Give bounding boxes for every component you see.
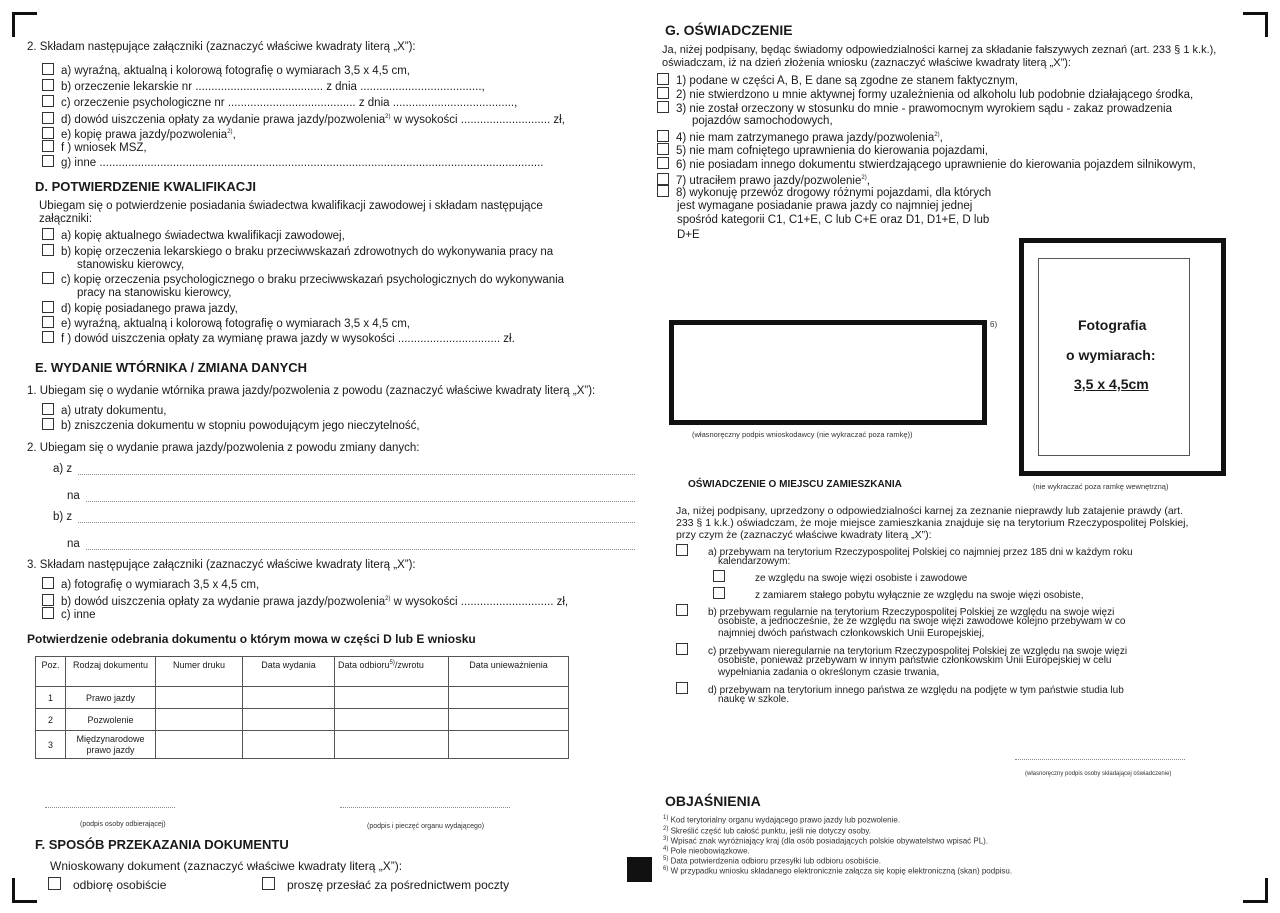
table-cell[interactable] <box>243 687 335 709</box>
residence-option-b[interactable]: b) przebywam regularnie na terytorium Rzeczypospolitej Polskiej ze względu na swoje więzi <box>676 604 1114 619</box>
receiver-signature-line[interactable] <box>45 806 175 808</box>
change-a-label: a) z <box>53 463 73 475</box>
checkbox[interactable] <box>42 112 54 124</box>
section-e-title: E. WYDANIE WTÓRNIKA / ZMIANA DANYCH <box>35 360 308 375</box>
checkbox[interactable] <box>676 544 688 556</box>
checkbox[interactable] <box>676 604 688 616</box>
change-b-to-field[interactable] <box>86 548 635 550</box>
checkbox[interactable] <box>657 73 669 85</box>
item-continuation: osobiste, ponieważ przebywam w innym państwie członkowskim Unii Europejskiej w celu <box>718 655 1112 666</box>
checkbox-item[interactable]: b) kopię orzeczenia lekarskiego o braku przeciwwskazań zdrowotnych do wykonywania pracy na <box>42 244 553 259</box>
residence-signature-label: (własnoręczny podpis osoby składającej oświadczenie) <box>1025 771 1172 777</box>
residence-suboption[interactable]: z zamiarem stałego pobytu wyłącznie ze względu na swoje więzi osobiste, <box>713 587 1084 602</box>
change-a-from-field[interactable] <box>78 473 635 475</box>
checkbox[interactable] <box>42 140 54 152</box>
section-f-intro: Wnioskowany dokument (zaznaczyć właściwe kwadraty literą „X”): <box>50 859 403 873</box>
checkbox-item[interactable]: g) inne ........................................................................................................................................... <box>42 155 543 170</box>
residence-signature-line[interactable] <box>1015 758 1185 760</box>
table-cell[interactable] <box>335 731 449 759</box>
section-c2-title: 2. Składam następujące załączniki (zaznaczyć właściwe kwadraty literą „X”): <box>27 41 416 53</box>
residence-intro: 233 § 1 k.k.) oświadczam, że moje miejsce zamieszkania znajduje się na terytorium Rzeczypospolitej Polskiej, <box>676 517 1189 529</box>
checkbox-item[interactable]: 3) nie został orzeczony w stosunku do mnie - prawomocnym wyrokiem sądu - zakaz prowadzenia <box>657 101 1172 116</box>
checkbox[interactable] <box>42 594 54 606</box>
checkbox-item[interactable]: a) utraty dokumentu, <box>42 403 166 418</box>
table-cell: Pozwolenie <box>66 709 156 731</box>
item-continuation: D+E <box>677 229 700 241</box>
checkbox[interactable] <box>42 316 54 328</box>
corner-mark-top-right <box>1243 12 1268 37</box>
explanation-item: $^{4)}$ Pole nieobowiązkowe. <box>663 846 750 856</box>
corner-mark-top-left <box>12 12 37 37</box>
applicant-signature-note: (własnoręczny podpis wnioskodawcy (nie wykraczać poza ramkę)) <box>692 430 913 439</box>
black-marker-square <box>627 857 652 882</box>
item-continuation: naukę w szkole. <box>718 694 790 705</box>
change-b-na-label: na <box>67 538 80 550</box>
table-cell: 1 <box>36 687 66 709</box>
residence-option-a[interactable]: a) przebywam na terytorium Rzeczypospolitej Polskiej co najmniej przez 185 dni w każdym roku <box>676 544 1133 559</box>
checkbox-item[interactable]: c) kopię orzeczenia psychologicznego o braku przeciwwskazań psychologicznych do wykonywania <box>42 272 564 287</box>
applicant-signature-box[interactable] <box>669 320 987 425</box>
checkbox[interactable] <box>657 87 669 99</box>
table-cell[interactable] <box>243 731 335 759</box>
table-cell[interactable] <box>156 731 243 759</box>
authority-signature-label: (podpis i pieczęć organu wydającego) <box>367 823 485 830</box>
change-b-label: b) z <box>53 511 73 523</box>
section-d-intro: załączniki: <box>39 213 93 225</box>
table-cell: Prawo jazdy <box>66 687 156 709</box>
checkbox-item[interactable]: d) dowód uiszczenia opłaty za wydanie prawa jazdy/pozwolenia$^{2)}$ w wysokości ............................ zł, <box>42 110 565 127</box>
checkbox[interactable] <box>713 570 725 582</box>
explanation-item: $^{3)}$ Wpisać znak wyróżniający kraj (dla osób posiadających polskie obywatelstwo wpisać PL). <box>663 836 989 846</box>
checkbox[interactable] <box>48 877 61 890</box>
photo-label: Fotografia <box>1078 317 1147 333</box>
residence-suboption[interactable]: ze względu na swoje więzi osobiste i zawodowe <box>713 570 967 585</box>
photo-label: o wymiarach: <box>1066 347 1156 363</box>
table-header: Data wydania <box>243 657 335 687</box>
section-d-title: D. POTWIERDZENIE KWALIFIKACJI <box>35 179 256 194</box>
explanation-item: $^{1)}$ Kod terytorialny organu wydającego prawo jazdy lub pozwolenie. <box>663 815 901 825</box>
checkbox[interactable] <box>42 95 54 107</box>
checkbox[interactable] <box>657 143 669 155</box>
checkbox[interactable] <box>42 155 54 167</box>
checkbox-item[interactable]: c) orzeczenie psychologiczne nr ........................................ z dnia ......................................, <box>42 95 517 110</box>
section-d-intro: Ubiegam się o potwierdzenie posiadania świadectwa kwalifikacji zawodowej i składam następujące <box>39 200 543 212</box>
table-cell[interactable] <box>156 709 243 731</box>
checkbox-item[interactable]: 8) wykonuję przewóz drogowy różnymi pojazdami, dla których <box>657 185 991 200</box>
section-e3-title: 3. Składam następujące załączniki (zaznaczyć właściwe kwadraty literą „X”): <box>27 559 416 571</box>
checkbox-item[interactable]: e) kopię prawa jazdy/pozwolenia$^{2)}$, <box>42 125 236 142</box>
item-continuation: osobiste, a jednocześnie, że ze względu na swoje więzi zawodowe kolejno przebywam w co <box>718 616 1126 627</box>
section-e1-title: 1. Ubiegam się o wydanie wtórnika prawa jazdy/pozwolenia z powodu (zaznaczyć właściwe kwadraty literą „X”): <box>27 385 596 397</box>
item-continuation: stanowisku kierowcy, <box>77 259 185 271</box>
footnote-ref-6: 6) <box>990 320 998 329</box>
section-f-title: F. SPOSÓB PRZEKAZANIA DOKUMENTU <box>35 837 289 852</box>
item-continuation: kalendarzowym: <box>718 556 791 567</box>
checkbox-item[interactable]: d) kopię posiadanego prawa jazdy, <box>42 301 238 316</box>
change-a-na-label: na <box>67 490 80 502</box>
checkbox[interactable] <box>657 130 669 142</box>
checkbox[interactable] <box>42 244 54 256</box>
authority-signature-line[interactable] <box>340 806 510 808</box>
table-header: Data unieważnienia <box>449 657 569 687</box>
checkbox-item[interactable]: a) wyraźną, aktualną i kolorową fotografię o wymiarach 3,5 x 4,5 cm, <box>42 63 410 78</box>
residence-option-d[interactable]: d) przebywam na terytorium innego państwa ze względu na podjęte w tym państwie studia lub <box>676 682 1124 697</box>
checkbox[interactable] <box>676 643 688 655</box>
table-header: Poz. <box>36 657 66 687</box>
checkbox[interactable] <box>42 272 54 284</box>
checkbox[interactable] <box>657 173 669 185</box>
table-header: Data odbioru$^{5)}$/zwrotu <box>335 657 449 687</box>
item-continuation: spośród kategorii C1, C1+E, C lub C+E oraz D1, D1+E, D lub <box>677 214 990 226</box>
checkbox-item[interactable]: 7) utraciłem prawo jazdy/pozwolenie$^{2)}$, <box>657 171 870 188</box>
checkbox[interactable] <box>676 682 688 694</box>
table-cell[interactable] <box>335 709 449 731</box>
delivery-option-post[interactable]: proszę przesłać za pośrednictwem poczty <box>262 877 509 892</box>
table-cell[interactable] <box>243 709 335 731</box>
checkbox[interactable] <box>657 157 669 169</box>
checkbox-item[interactable]: b) zniszczenia dokumentu w stopniu powodującym jego nieczytelność, <box>42 418 420 433</box>
receiver-signature-label: (podpis osoby odbierającej) <box>80 821 166 828</box>
corner-mark-bottom-left <box>12 878 37 903</box>
item-continuation: pojazdów samochodowych, <box>692 115 833 127</box>
checkbox-item[interactable]: e) wyraźną, aktualną i kolorową fotografię o wymiarach 3,5 x 4,5 cm, <box>42 316 410 331</box>
explanations-title: OBJAŚNIENIA <box>665 793 761 809</box>
table-cell: Międzynarodowe prawo jazdy <box>66 731 156 759</box>
delivery-option-pickup[interactable]: odbiorę osobiście <box>48 877 166 892</box>
photo-note: (nie wykraczać poza ramkę wewnętrzną) <box>1033 482 1169 491</box>
table-cell: 2 <box>36 709 66 731</box>
table-cell[interactable] <box>449 731 569 759</box>
checkbox[interactable] <box>42 418 54 430</box>
change-b-from-field[interactable] <box>78 521 635 523</box>
checkbox-item[interactable]: a) fotografię o wymiarach 3,5 x 4,5 cm, <box>42 577 259 592</box>
checkbox-item[interactable]: 2) nie stwierdzono u mnie aktywnej formy uzależnienia od alkoholu lub podobnie działającego środka, <box>657 87 1193 102</box>
checkbox-item[interactable]: c) inne <box>42 607 96 622</box>
residence-intro: przy czym że (zaznaczyć właściwe kwadraty literą „X”): <box>676 529 932 541</box>
checkbox[interactable] <box>42 301 54 313</box>
residence-option-c[interactable]: c) przebywam nieregularnie na terytorium Rzeczypospolitej Polskiej ze względu na swoje więzi <box>676 643 1127 658</box>
checkbox[interactable] <box>42 127 54 139</box>
table-header: Numer druku <box>156 657 243 687</box>
receipt-table <box>35 656 569 759</box>
table-cell[interactable] <box>449 687 569 709</box>
section-g-title: G. OŚWIADCZENIE <box>665 22 793 38</box>
corner-mark-bottom-right <box>1243 878 1268 903</box>
receipt-title: Potwierdzenie odebrania dokumentu o którym mowa w części D lub E wniosku <box>27 632 476 646</box>
checkbox-item[interactable]: 1) podane w części A, B, E dane są zgodne ze stanem faktycznym, <box>657 73 1018 88</box>
change-a-to-field[interactable] <box>86 500 635 502</box>
checkbox[interactable] <box>42 607 54 619</box>
photo-size-label: 3,5 x 4,5cm <box>1074 376 1149 392</box>
item-continuation: wypełniania zadania o określonym czasie trwania, <box>718 667 940 678</box>
checkbox-item[interactable]: f ) wniosek MSZ, <box>42 140 147 155</box>
checkbox-item[interactable]: f ) dowód uiszczenia opłaty za wymianę prawa jazdy w wysokości ................................ zł. <box>42 331 515 346</box>
table-cell[interactable] <box>156 687 243 709</box>
table-row <box>36 731 569 759</box>
section-e2-title: 2. Ubiegam się o wydanie prawa jazdy/pozwolenia z powodu zmiany danych: <box>27 442 420 454</box>
checkbox[interactable] <box>42 331 54 343</box>
item-continuation: najmniej dwóch państwach członkowskich Unii Europejskiej, <box>718 628 985 639</box>
table-cell[interactable] <box>449 709 569 731</box>
residence-intro: Ja, niżej podpisany, uprzedzony o odpowiedzialności karnej za zeznanie nieprawdy lub zatajenie prawdy (art. <box>676 505 1184 517</box>
explanation-item: $^{2)}$ Skreślić część lub całość punktu, jeśli nie dotyczy osoby. <box>663 826 871 836</box>
item-continuation: pracy na stanowisku kierowcy, <box>77 287 232 299</box>
checkbox[interactable] <box>657 185 669 197</box>
checkbox-item[interactable]: 4) nie mam zatrzymanego prawa jazdy/pozwolenia$^{2)}$, <box>657 128 943 145</box>
table-cell[interactable] <box>335 687 449 709</box>
checkbox[interactable] <box>42 79 54 91</box>
section-g-intro: oświadczam, iż na dzień złożenia wniosku (zaznaczyć właściwe kwadraty literą „X”): <box>662 57 1071 69</box>
residence-title: OŚWIADCZENIE O MIEJSCU ZAMIESZKANIA <box>688 479 902 490</box>
checkbox-item[interactable]: b) orzeczenie lekarskie nr ........................................ z dnia ......................................, <box>42 79 485 94</box>
checkbox[interactable] <box>42 577 54 589</box>
checkbox[interactable] <box>262 877 275 890</box>
checkbox[interactable] <box>42 403 54 415</box>
explanation-item: $^{6)}$ W przypadku wniosku składanego elektronicznie załącza się kopię elektroniczną (skan) podpisu. <box>663 866 1013 876</box>
section-g-intro: Ja, niżej podpisany, będąc świadomy odpowiedzialności karnej za składanie fałszywych zeznań (art. 233 § 1 k.k.), <box>662 44 1217 56</box>
checkbox-item[interactable]: b) dowód uiszczenia opłaty za wydanie prawa jazdy/pozwolenia$^{2)}$ w wysokości ............................. zł, <box>42 592 568 609</box>
table-cell: 3 <box>36 731 66 759</box>
table-header: Rodzaj dokumentu <box>66 657 156 687</box>
checkbox-item[interactable]: 6) nie posiadam innego dokumentu stwierdzającego uprawnienie do kierowania pojazdem silnikowym, <box>657 157 1196 172</box>
explanation-item: $^{5)}$ Data potwierdzenia odbioru przesyłki lub odbioru osobiście. <box>663 856 881 866</box>
checkbox[interactable] <box>42 63 54 75</box>
item-continuation: jest wymagane posiadanie prawa jazdy co najmniej jednej <box>677 200 973 212</box>
checkbox[interactable] <box>657 101 669 113</box>
table-row <box>36 709 569 731</box>
checkbox-item[interactable]: a) kopię aktualnego świadectwa kwalifikacji zawodowej, <box>42 228 345 243</box>
checkbox[interactable] <box>713 587 725 599</box>
checkbox-item[interactable]: 5) nie mam cofniętego uprawnienia do kierowania pojazdami, <box>657 143 988 158</box>
table-row <box>36 687 569 709</box>
checkbox[interactable] <box>42 228 54 240</box>
